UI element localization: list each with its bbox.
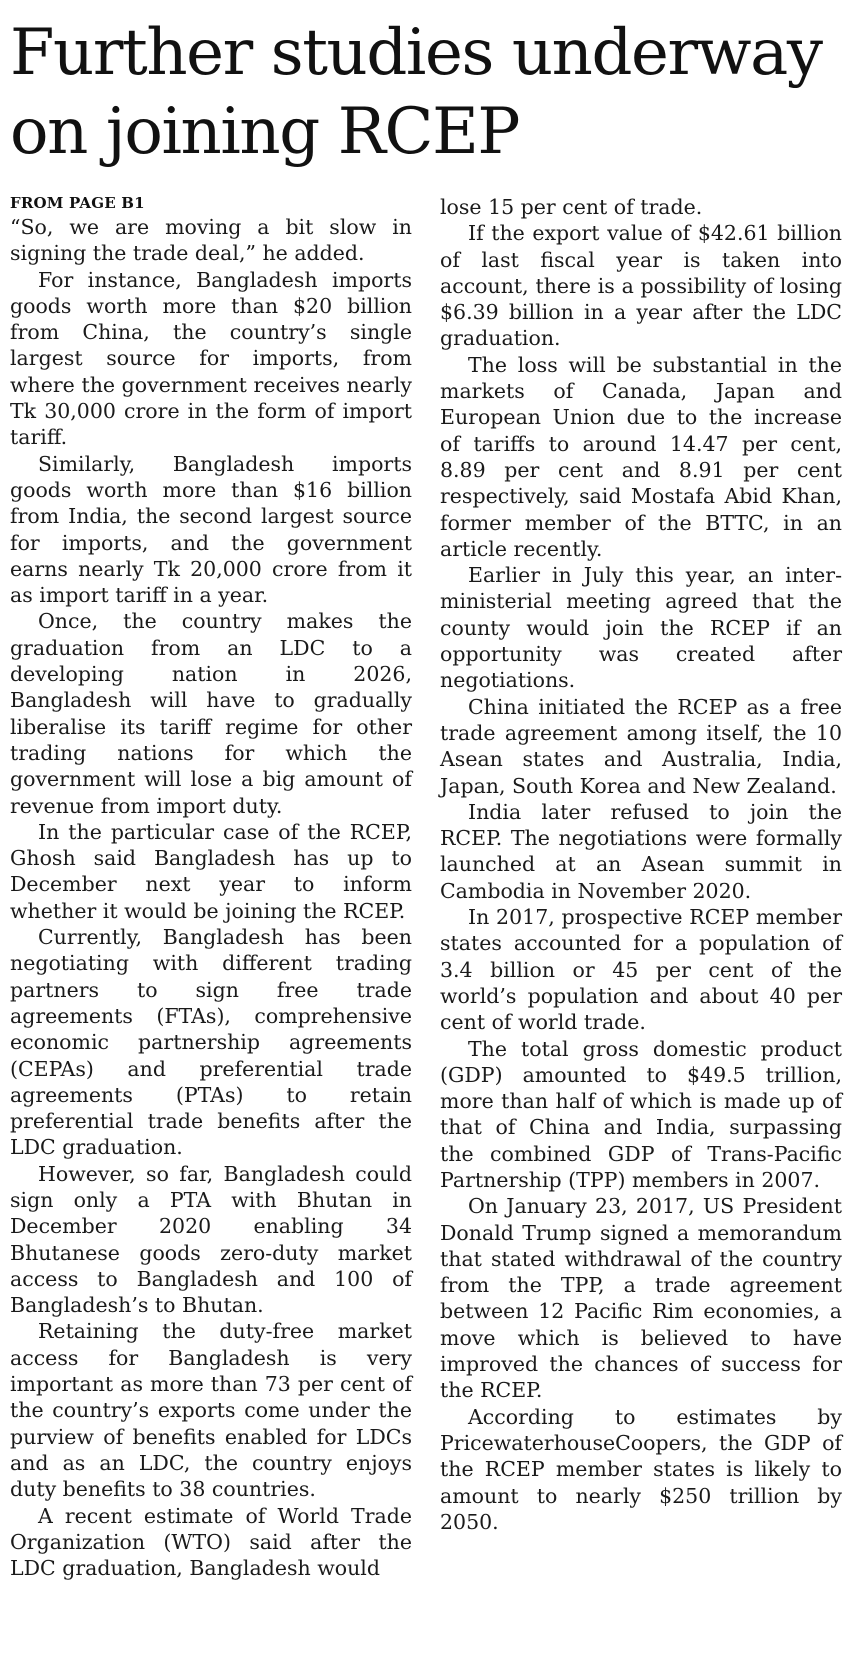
article-column-left: [10, 194, 412, 1581]
paragraph: Similarly, Bangladesh imports goods worth more than $16 billion from India, the second largest source for imports, and the government earns nearly Tk 20,000 crore from it as import tariff in a year.: [10, 451, 412, 608]
paragraph: According to estimates by PricewaterhouseCoopers, the GDP of the RCEP member states is likely to amount to nearly $250 trillion by 2050.: [440, 1404, 842, 1534]
paragraph: India later refused to join the RCEP. The negotiations were formally launched at an Asean summit in Cambodia in November 2020.: [440, 799, 842, 903]
paragraph: The loss will be substantial in the markets of Canada, Japan and European Union due to the increase of tariffs to around 14.47 per cent, 8.89 per cent and 8.91 per cent respectively, said Mostafa Abid Khan, former member of the BTTC, in an article recently.: [440, 352, 842, 561]
paragraph: A recent estimate of World Trade Organization (WTO) said after the LDC graduation, Bangladesh would: [10, 1503, 412, 1581]
headline: Further studies underway on joining RCEP: [10, 16, 822, 169]
paragraph: lose 15 per cent of trade.: [440, 195, 703, 219]
paragraph: “So, we are moving a bit slow in signing the trade deal,” he added.: [10, 215, 412, 266]
paragraph: In the particular case of the RCEP, Ghosh said Bangladesh has up to December next year to inform whether it would be joining the RCEP.: [10, 819, 412, 923]
jump-kicker: FROM PAGE B1: [10, 194, 145, 212]
paragraph: In 2017, prospective RCEP member states accounted for a population of 3.4 billion or 45 per cent of the world’s population and about 40 per cent of world trade.: [440, 905, 842, 1035]
paragraph: Currently, Bangladesh has been negotiating with different trading partners to sign free trade agreements (FTAs), comprehensive economic partnership agreements (CEPAs) and preferential trade agreements (PTAs) to retain preferential trade benefits after the LDC graduation.: [10, 925, 412, 1160]
paragraph: Once, the country makes the graduation from an LDC to a developing nation in 2026, Bangladesh will have to gradually liberalise its tariff regime for other trading nations for which the government will lose a big amount of revenue from import duty.: [10, 609, 412, 818]
paragraph: The total gross domestic product (GDP) amounted to $49.5 trillion, more than half of which is made up of that of China and India, surpassing the combined GDP of Trans-Pacific Partnership (TPP) members in 2007.: [440, 1036, 842, 1192]
paragraph: However, so far, Bangladesh could sign only a PTA with Bhutan in December 2020 enabling 34 Bhutanese goods zero-duty market access to Bangladesh and 100 of Bangladesh’s to Bhutan.: [10, 1161, 412, 1318]
paragraph: Retaining the duty-free market access for Bangladesh is very important as more than 73 per cent of the country’s exports come under the purview of benefits enabled for LDCs and as an LDC, the country enjoys duty benefits to 38 countries.: [10, 1319, 412, 1502]
paragraph: For instance, Bangladesh imports goods worth more than $20 billion from China, the country’s single largest source for imports, from where the government receives nearly Tk 30,000 crore in the form of import tariff.: [10, 267, 412, 450]
paragraph: If the export value of $42.61 billion of last fiscal year is taken into account, there is a possibility of losing $6.39 billion in a year after the LDC graduation.: [440, 221, 842, 351]
paragraph: Earlier in July this year, an inter-ministerial meeting agreed that the county would join the RCEP if an opportunity was created after negotiations.: [440, 563, 842, 693]
paragraph: On January 23, 2017, US President Donald Trump signed a memorandum that stated withdrawal of the country from the TPP, a trade agreement between 12 Pacific Rim economies, a move which is believed to have improved the chances of success for the RCEP.: [440, 1194, 842, 1403]
paragraph: China initiated the RCEP as a free trade agreement among itself, the 10 Asean states and Australia, India, Japan, South Korea and New Zealand.: [440, 694, 842, 798]
article-column-right: [440, 194, 842, 1535]
